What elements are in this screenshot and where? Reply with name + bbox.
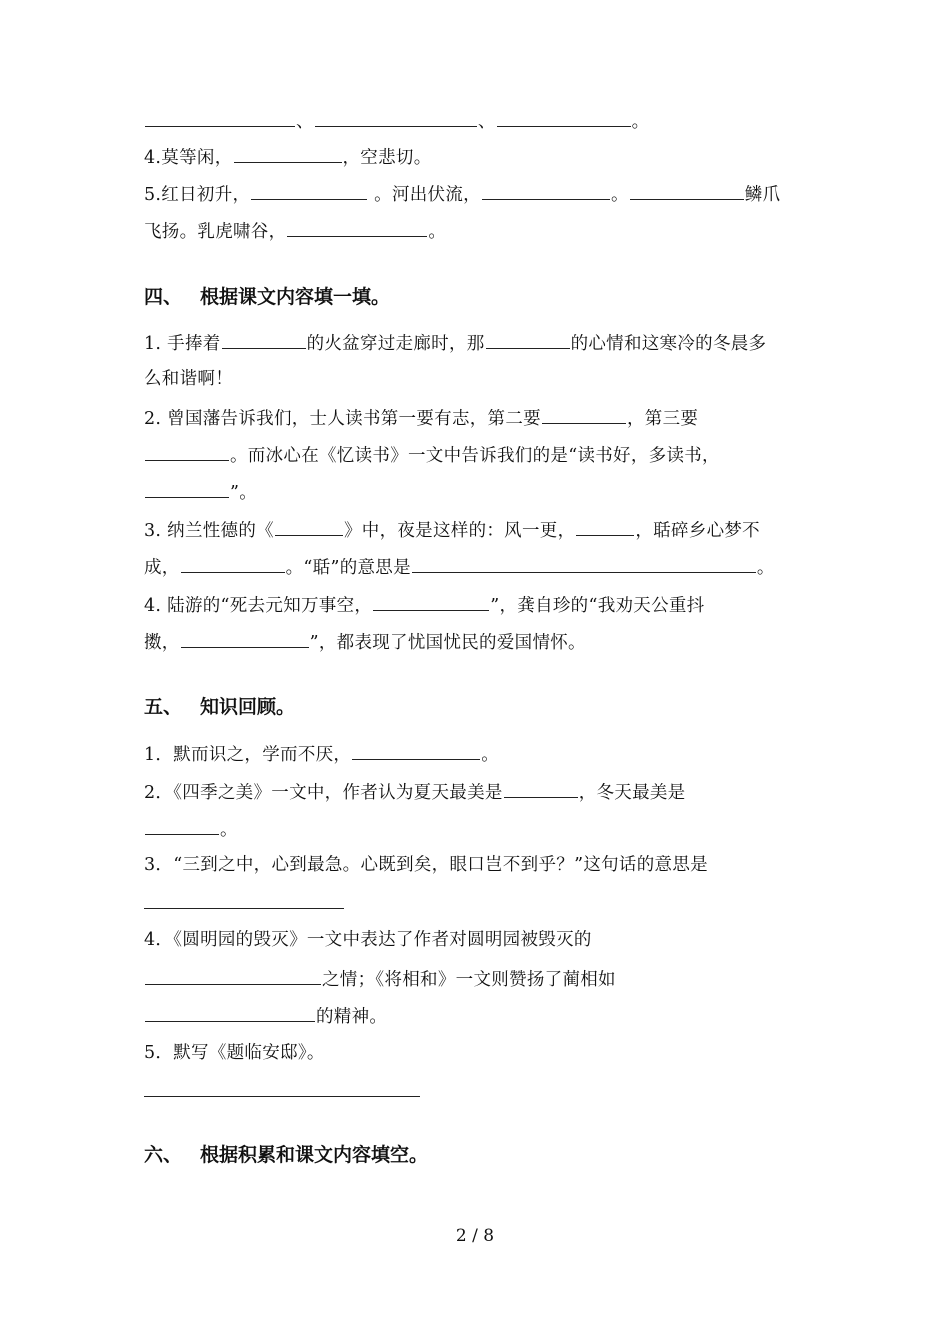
answer-blank[interactable] — [482, 181, 610, 200]
s5-question-2-cont: 。 — [144, 816, 238, 842]
s5-question-2: 2．《四季之美》一文中，作者认为夏天最美是 ，冬天最美是 — [144, 779, 686, 805]
answer-blank[interactable] — [145, 816, 219, 835]
s4-question-4: 4. 陆游的“死去元知万事空， ”，龚自珍的“我劝天公重抖 — [144, 592, 705, 618]
s4-question-1: 1. 手捧着 的火盆穿过走廊时，那 的心情和这寒冷的冬晨多 — [144, 330, 766, 356]
answer-blank[interactable] — [412, 554, 756, 573]
s4-question-4-cont: 擞， ”，都表现了忧国忧民的爱国情怀。 — [144, 629, 586, 655]
s5-question-4: 4．《圆明园的毁灭》一文中表达了作者对圆明园被毁灭的 — [144, 930, 592, 950]
answer-blank[interactable] — [352, 741, 480, 760]
answer-blank[interactable] — [542, 405, 626, 424]
s4-question-3: 3. 纳兰性德的《 》中，夜是这样的：风一更， ，聒碎乡心梦不 — [144, 517, 760, 543]
answer-blank[interactable] — [145, 1003, 315, 1022]
answer-blank[interactable] — [504, 779, 578, 798]
answer-blank[interactable] — [181, 554, 285, 573]
answer-blank[interactable] — [222, 330, 306, 349]
answer-blank[interactable] — [275, 517, 343, 536]
answer-blank[interactable] — [145, 479, 229, 498]
s4-question-2-end: ”。 — [144, 479, 257, 505]
s5-question-4-end: 的精神。 — [144, 1003, 387, 1029]
answer-blank[interactable] — [145, 966, 321, 985]
s5-question-1: 1．默而识之，学而不厌， 。 — [144, 741, 499, 767]
answer-blank[interactable] — [576, 517, 634, 536]
section-4-heading: 四、 根据课文内容填一填。 — [144, 286, 391, 308]
s5-question-3: 3．“三到之中，心到最急。心既到矣，眼口岂不到乎？”这句话的意思是 — [144, 855, 708, 875]
question-4-top: 4.莫等闲， ，空悲切。 — [144, 144, 432, 170]
section-6-heading: 六、 根据积累和课文内容填空。 — [144, 1144, 429, 1166]
answer-blank[interactable] — [145, 442, 229, 461]
line-blanks-continuation: 、 、 。 — [144, 108, 649, 134]
answer-blank[interactable] — [145, 108, 295, 127]
s5-question-5: 5．默写《题临安邸》。 — [144, 1043, 325, 1063]
answer-blank[interactable] — [630, 181, 744, 200]
answer-blank[interactable] — [287, 218, 427, 237]
answer-line[interactable] — [144, 908, 344, 909]
s4-question-2-cont: 。而冰心在《忆读书》一文中告诉我们的是“读书好，多读书， — [144, 442, 720, 468]
s4-question-3-cont: 成， 。“聒”的意思是 。 — [144, 554, 775, 580]
answer-blank[interactable] — [181, 629, 309, 648]
answer-blank[interactable] — [497, 108, 631, 127]
page-number: 2 / 8 — [455, 1226, 495, 1246]
answer-blank[interactable] — [234, 144, 342, 163]
answer-line[interactable] — [144, 1096, 420, 1097]
answer-blank[interactable] — [486, 330, 570, 349]
s5-question-4-cont: 之情；《将相和》一文则赞扬了蔺相如 — [144, 966, 616, 992]
question-5-top-cont: 飞扬。乳虎啸谷， 。 — [144, 218, 446, 244]
answer-blank[interactable] — [251, 181, 367, 200]
answer-blank[interactable] — [373, 592, 489, 611]
answer-blank[interactable] — [315, 108, 477, 127]
s4-question-1-cont: 么和谐啊！ — [144, 369, 233, 389]
s4-question-2: 2. 曾国藩告诉我们，士人读书第一要有志，第二要 ，第三要 — [144, 405, 698, 431]
section-5-heading: 五、 知识回顾。 — [144, 696, 296, 718]
question-5-top: 5.红日初升， 。河出伏流， 。 鳞爪 — [144, 181, 780, 207]
